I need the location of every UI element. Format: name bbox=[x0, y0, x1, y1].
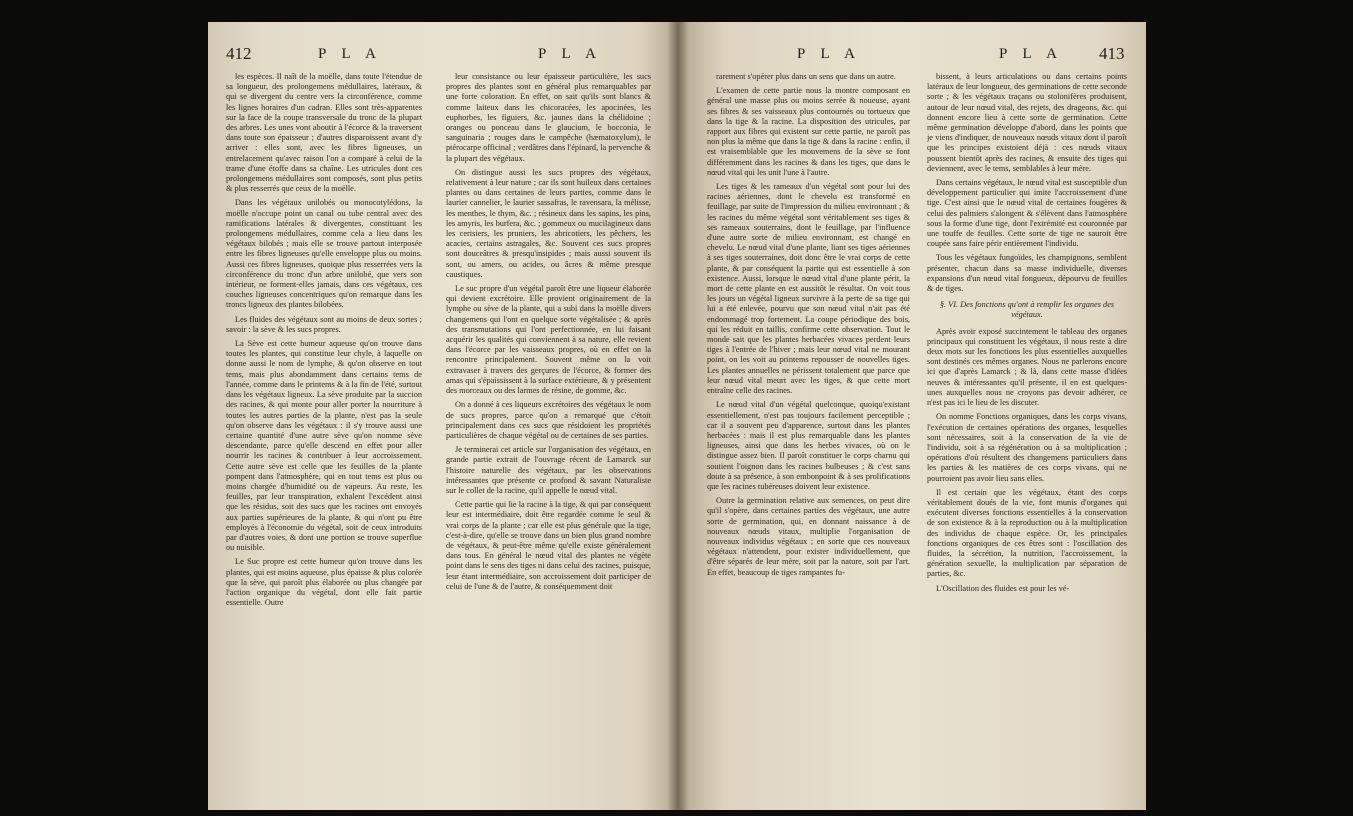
paragraph: L'examen de cette partie nous la montre composant en général une masse plus ou moins serrée & noueuse, ayant ses fibres & ses vaisseaux plus contournés ou tortueux que dans la tige & la racine. La disposition des utricules, par rapport aux fibres qui existent sur cette partie, ne paroît pas non plus la même que dans la tige & dans la racine : enfin, il est vraisemblable que les mouvemens de la sève se font différemment dans les racines & dans les tiges, que dans le nœud vital qui les unit l'une à l'autre. bbox=[707, 86, 910, 177]
paragraph: Tous les végétaux fungoïdes, les champignons, semblent présenter, chacun dans sa masse individuelle, diverses expansions d'un nœud vital fongueux, dépourvu de feuilles & de tiges. bbox=[927, 253, 1127, 294]
left-page-column-1 bbox=[226, 72, 422, 802]
page-number-right: 413 bbox=[1099, 44, 1125, 63]
book-gutter bbox=[667, 22, 689, 810]
paragraph: rarement s'opérer plus dans un sens que dans un autre. bbox=[716, 72, 896, 81]
paragraph: Outre la germination relative aux semences, on peut dire qu'il s'opère, dans certaines parties des végétaux, une autre sorte de germination, qui, en donnant naissance à de nouveaux nœuds vitaux, multiplie l'organisation de nouveaux individus végétaux ; en sorte que ces nouveaux végétaux n'attendent, pour exister individuellement, que d'être séparés de leur mère, soit par la nature, soit par l'art. En effet, beaucoup de tiges rampantes fu- bbox=[707, 496, 910, 577]
section-heading: §. VI. Des fonctions qu'ont à remplir les organes des végétaux. bbox=[939, 300, 1115, 320]
paragraph: Cette partie qui lie la racine à la tige, & qui par conséquent leur est intermédiaire, doit être regardée comme le seul & vrai corps de la plante ; car elle est plus générale que la tige, c'est-à-dire, qu'elle se trouve dans un bien plus grand nombre de végétaux, & peut-être même qu'elle existe généralement dans tous. En général le nœud vital des plantes ne végète point dans le sens des tiges ni dans celui des racines, puisque, leur étant intermédiaire, son accroissement doit participer de celui de l'une & de l'autre, & conséquemment doit bbox=[446, 500, 651, 591]
running-head-right-2: P L A bbox=[999, 46, 1063, 62]
paragraph: Le nœud vital d'un végétal quelconque, quoiqu'existant essentiellement, n'est pas toujours facilement perceptible ; car il a souvent peu d'apparence, surtout dans les plantes herbacées : mais il est plus remarquable dans les plantes ligneuses, ainsi que dans les herbes vivaces, où on le distingue assez bien. Il paroît constituer le corps charnu qui soutient l'oignon dans les racines bulbeuses ; & c'est sans doute à sa présence, à son embonpoint & à ses prolifications que les racines tubéreuses doivent leur existence. bbox=[707, 400, 910, 491]
paragraph: On a donné à ces liqueurs excrétoires des végétaux le nom de sucs propres, parce qu'on a remarqué que c'étoit principalement dans ces sucs que résidoient les propriétés particulières de chaque végétal ou de certaines de ses parties. bbox=[446, 400, 651, 440]
paragraph: On distingue aussi les sucs propres des végétaux, relativement à leur nature ; car ils sont huileux dans certaines plantes ou dans certaines de leurs parties, comme dans le laurier cannelier, le laurier sassafras, le ravensara, la mélisse, les menthes, le thym, &c. ; résineux dans les sapins, les pins, les amyris, les burfera, &c. ; gommeux ou mucilagineux dans les cerisiers, les pruniers, les abricotiers, les pêchers, les acacies, certains astragales, &c. Souvent ces sucs propres sont douceâtres & presqu'insipides ; mais aussi souvent ils sont, ou amers, ou acides, ou âcres & même presque caustiques. bbox=[446, 167, 651, 279]
running-head-left-1: P L A bbox=[318, 46, 382, 62]
paragraph: Il est certain que les végétaux, étant des corps véritablement doués de la vie, font munis d'organes qui exécutent diverses fonctions essentielles à la conservation de son existence & à la reproduction ou à la multiplication des individus de chaque espèce. Or, les principales fonctions organiques de ces êtres sont : l'oscillation des fluides, la sécrétion, la nutrition, l'accroissement, la génération sexuelle, la multiplication par séparation de parties, &c. bbox=[927, 487, 1127, 579]
paragraph: les espèces. Il naît de la moëlle, dans toute l'étendue de sa longueur, des prolongemens médullaires, latéraux, & qui se divergent du centre vers la circonférence, comme les lignes horaires d'un cadran. Elles sont très-apparentes sur la face de la coupe transversale du tronc de la plupart des arbres. Les unes vont aboutir à l'écorce & la traversent dans toute son épaisseur ; d'autres disparoissent avant d'y arriver : elles sont, avec les fibres ligneuses, un entrelacement qu'avec raison l'on a comparé à celui de la trame d'une étoffe dans sa chaîne. Les utricules dont ces prolongemens médullaires sont composés, sont plus petits & plus resserrés que ceux de la moëlle. bbox=[226, 72, 422, 194]
paragraph: La Sève est cette humeur aqueuse qu'on trouve dans toutes les plantes, qui constitue leur chyle, à laquelle on donne aussi le nom de lymphe, & qu'on observe en tout tems, mais plus abondamment dans certains tems de l'année, comme dans le printems & à la fin de l'été, surtout dans les végétaux ligneux. La sève produite par la succion des racines, & qui monte pour aller porter la nourriture à toutes les autres parties de la plante, n'est pas la seule qu'on observe dans les végétaux : il s'y trouve aussi une certaine quantité d'une autre sève qu'on nomme sève descendante, parce qu'elle descend en effet pour aller nourrir les racines & contribuer à leur accroissement. Cette autre sève est celle que les feuilles de la plante pompent dans l'atmosphère, qui en tout tems est plus ou moins chargée d'humidité ou de vapeurs. Au reste, les feuilles, par leur transpiration, exhalent l'excédent ainsi que les résidus, soit des sucs que les racines ont envoyés aux parties supérieures de la plante, & qui n'ont pu être employés à l'économie du végétal, soit de ceux introduits par d'autres voies, & dont une portion se trouve superflue ou nuisible. bbox=[226, 339, 422, 553]
paragraph: leur consistance ou leur épaisseur particulière, les sucs propres des plantes sont en général plus remarquables par une forte coloration. En effet, on sait qu'ils sont blancs & comme laiteux dans les chicoracées, les apocinées, les euphorbes, les figuiers, &c. jaunes dans la chélidoine ; oranges ou ponceau dans le glaucium, le bocconia, le sanguinaria ; rouges dans le campêche (hæmatoxylum), le ptérocarpe officinal ; verdâtres dans l'épinard, la pervenche & la plupart des végétaux. bbox=[446, 72, 651, 163]
running-head-left-2: P L A bbox=[538, 46, 602, 62]
paragraph: bissent, à leurs articulations ou dans certains points latéraux de leur longueur, des germinations de cette seconde sorte ; & les végétaux traçans ou stolonifères produisent, autour de leur nœud vital, des rejets, des drageons, &c. qui donnent encore lieu à cette sorte de germination. Cette même germination développe d'abord, dans les points que je viens d'indiquer, de nouveaux nœuds vitaux dont il paroît que les principes existoient déjà : ces nœuds vitaux poussent bientôt après des racines, & ensuite des tiges qui deviennent, avec le tems, semblables à leur mère. bbox=[927, 72, 1127, 173]
page-number-left: 412 bbox=[226, 44, 252, 63]
paragraph: Dans les végétaux unilobés ou monocotylédons, la moëlle n'occupe point un canal ou tube central avec des ramifications latérales & divergentes, constituant les prolongemens médullaires, comme cela a lieu dans les végétaux bilobés ; mais elle se trouve partout interposée entre les fibres ligneuses qu'elle enveloppe plus ou moins. Aussi ces fibres ligneuses, quoique plus resserrées vers la circonférence du tronc d'un arbre unilobé, que vers son intérieur, ne forment-elles jamais, dans ces végétaux, ces couches ligneuses concentriques qu'on remarque dans les troncs ligneux des plantes bilobées. bbox=[226, 198, 422, 310]
right-page-column-2 bbox=[927, 72, 1127, 802]
paragraph: On nomme Fonctions organiques, dans les corps vivans, l'exécution de certaines opérations des organes, lesquelles sont nécessaires, soit à la conservation de la vie de l'individu, soit à sa régénération ou à sa multiplication ; opérations d'où résultent des changemens particuliers dans les parties & les matières de ces corps vivans, qui ne pourroient pas avoir lieu sans elles. bbox=[927, 412, 1127, 483]
paragraph: Le suc propre d'un végétal paroît être une liqueur élaborée qui devient excrétoire. Elle provient originairement de la lymphe ou sève de la plante, qui a subi dans la moëlle divers changemens qui l'ont en quelque sorte végétalisée ; & après des transmutations qui l'ont perfectionnée, en lui faisant acquérir les qualités qui conviennent à sa nature, elle revient dans l'écorce par les vaisseaux propres, où en effet on la rencontre principalement. Souvent même on la voit extravaser à travers des gerçures de l'écorce, & former des amas qui s'épaississent à la surface extérieure, & y présentent des morceaux ou des larmes de résine, de gomme, &c. bbox=[446, 284, 651, 396]
left-page bbox=[208, 22, 677, 810]
paragraph: Je terminerai cet article sur l'organisation des végétaux, en grande partie extrait de l'ouvrage récent de Lamarck sur l'histoire naturelle des végétaux, par les observations intéressantes que présente ce profond & savant Naturaliste sur le collet de la racine, qu'il appelle le nœud vital. bbox=[446, 445, 651, 495]
right-page-column-1 bbox=[707, 72, 910, 802]
running-head-right-1: P L A bbox=[797, 46, 861, 62]
book-spread bbox=[208, 22, 1146, 810]
paragraph: Les tiges & les rameaux d'un végétal sont pour lui des racines aériennes, dont le chevelu est transformé en feuillage, par suite de l'impression du milieu environnant ; & les racines du même végétal sont véritablement ses tiges & ses rameaux souterrains, dont le feuillage, par l'influence d'une autre sorte de milieu environnant, est changé en chevelu. Le nœud vital d'une plante, liant ses tiges aériennes à ses tiges souterraines, doit donc être le vrai corps de cette plante, & par conséquent la partie qui est essentielle à son existence. Aussi, lorsque le nœud vital d'une plante périt, la mort de cette plante en est aussitôt le résultat. On voit tous les jours un végétal ligneux survivre à la perte de sa tige qui lui a été enlevée, pourvu que son nœud vital n'ait pas été endommagé trop fortement. La coupe périodique des bois, qui les réduit en taillis, confirme cette observation. Tout le monde sait que les plantes herbacées vivaces perdent leurs tiges à l'entrée de l'hiver ; mais leur nœud vital ne mourant point, on les voit au printems repousser de nouvelles tiges. Les plantes annuelles ne périssent totalement que parce que leur nœud vital meurt avec les tiges, & que cette mort entraîne celle des racines. bbox=[707, 182, 910, 396]
paragraph: L'Oscillation des fluides est pour les vé- bbox=[936, 583, 1070, 593]
paragraph: Le Suc propre est cette humeur qu'on trouve dans les plantes, qui est moins aqueuse, plus épaisse & plus colorée que la sève, qui paroît plus élaborée ou plus changée par l'action organique du végétal, dont elle fait partie essentielle. Outre bbox=[226, 557, 422, 608]
left-page-column-2 bbox=[446, 72, 651, 802]
paragraph: Les fluides des végétaux sont au moins de deux sortes ; savoir : la sève & les sucs propres. bbox=[226, 314, 422, 334]
paragraph: Dans certains végétaux, le nœud vital est susceptible d'un développement particulier qui imite l'accroissement d'une tige. C'est ainsi que le nœud vital de certaines fougères & celui des palmiers s'alongent & s'élèvent dans l'atmosphère sous la forme d'une tige, dont l'extrémité est couronnée par une touffe de feuilles. Cette sorte de tige ne sauroit être coupée sans faire périr entièrement l'individu. bbox=[927, 178, 1127, 249]
paragraph: Après avoir exposé succintement le tableau des organes principaux qui constituent les végétaux, il nous reste à dire deux mots sur les fonctions les plus essentielles auxquelles sont destinés ces mêmes organes. Nous ne parlerons encore ici que d'après Lamarck ; & là, dans cette masse d'idées neuves & intéressantes qu'il présente, il en est quelques-unes auxquelles nous ne croyons pas devoir adhérer, ce n'est pas ici le lieu de les discuter. bbox=[927, 326, 1127, 408]
right-page bbox=[677, 22, 1146, 810]
